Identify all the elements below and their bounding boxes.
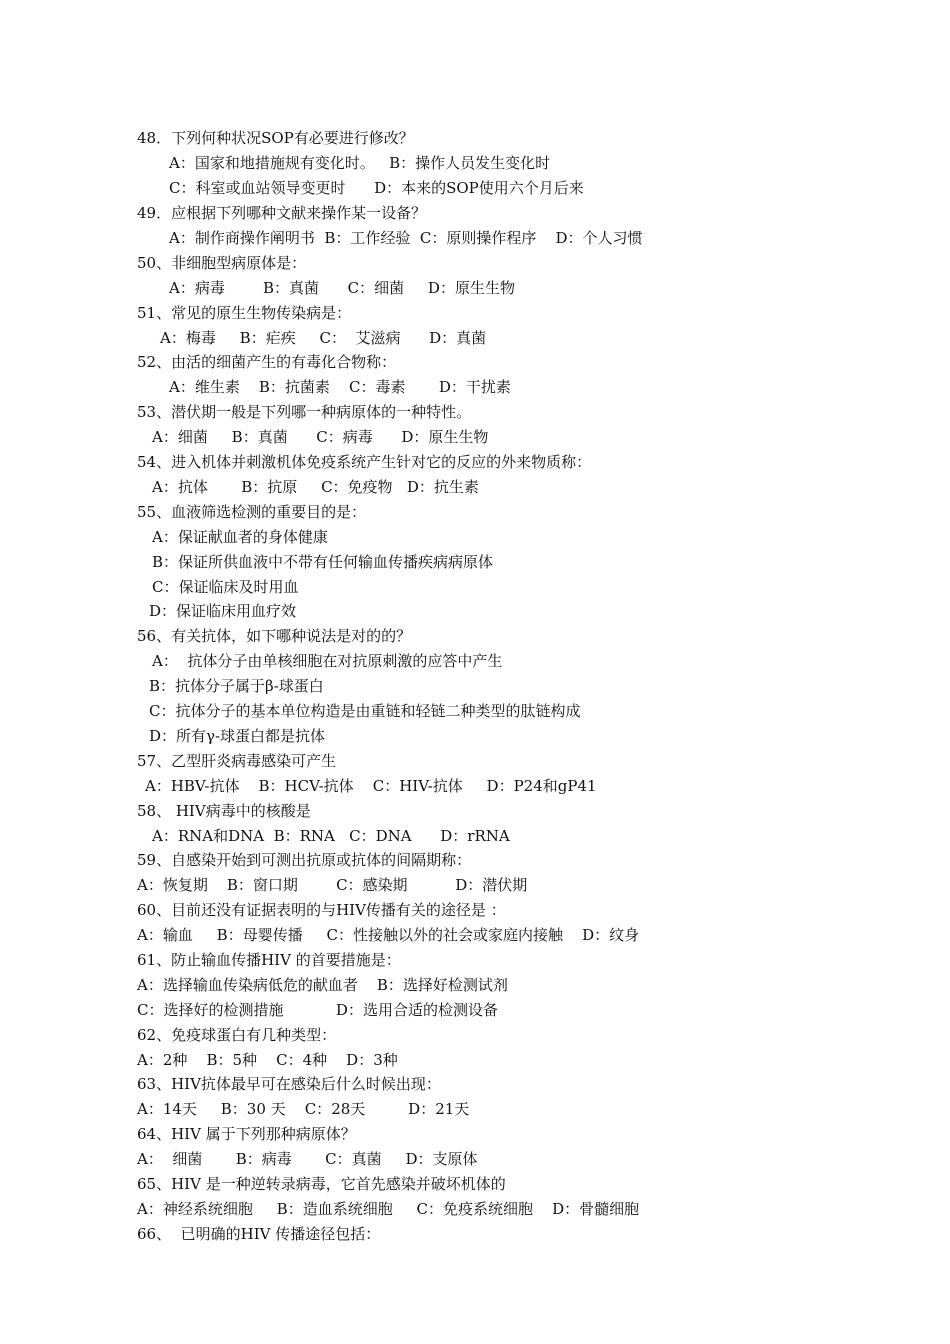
option-56-a: A： 抗体分子由单核细胞在对抗原刺激的应答中产生 [152,652,503,670]
question-59: 59、自感染开始到可测出抗原或抗体的间隔期称： [137,851,472,869]
question-62: 62、免疫球蛋白有几种类型： [137,1026,337,1044]
options-48-ab: A：国家和地措施规有变化时。 B：操作人员发生变化时 [169,154,551,172]
question-55: 55、血液筛选检测的重要目的是： [137,503,367,521]
options-61-ab: A：选择输血传染病低危的献血者 B：选择好检测试剂 [137,976,508,994]
options-48-cd: C：科室或血站领导变更时 D：本来的SOP使用六个月后来 [169,179,584,197]
options-50: A：病毒 B：真菌 C：细菌 D：原生生物 [169,279,515,297]
question-60: 60、目前还没有证据表明的与HIV传播有关的途径是 ： [137,901,506,919]
options-57: A：HBV-抗体 B：HCV-抗体 C：HIV-抗体 D：P24和gP41 [145,777,597,795]
options-64: A： 细菌 B：病毒 C：真菌 D：支原体 [137,1150,478,1168]
options-59: A：恢复期 B：窗口期 C：感染期 D：潜伏期 [137,876,528,894]
option-56-d: D：所有γ-球蛋白都是抗体 [149,727,326,745]
options-53: A：细菌 B：真菌 C：病毒 D：原生生物 [152,428,489,446]
question-65: 65、HIV 是一种逆转录病毒，它首先感染并破坏机体的 [137,1175,506,1193]
question-49: 49．应根据下列哪种文献来操作某一设备？ [137,204,427,222]
question-58: 58、 HIV病毒中的核酸是 [137,802,311,820]
options-65: A：神经系统细胞 B：造血系统细胞 C：免疫系统细胞 D：骨髓细胞 [137,1200,640,1218]
options-58: A：RNA和DNA B：RNA C：DNA D：rRNA [152,827,510,845]
option-55-c: C：保证临床及时用血 [152,578,299,596]
options-61-cd: C：选择好的检测措施 D：选用合适的检测设备 [137,1001,498,1019]
question-64: 64、HIV 属于下列那种病原体？ [137,1125,356,1143]
option-55-d: D：保证临床用血疗效 [149,602,297,620]
options-62: A：2种 B：5种 C：4种 D：3种 [137,1051,398,1069]
option-56-c: C：抗体分子的基本单位构造是由重链和轻链二种类型的肽链构成 [149,702,581,720]
options-60: A：输血 B：母婴传播 C：性接触以外的社会或家庭内接触 D：纹身 [137,926,640,944]
question-57: 57、乙型肝炎病毒感染可产生 [137,752,337,770]
option-55-a: A：保证献血者的身体健康 [152,528,328,546]
option-56-b: B：抗体分子属于β-球蛋白 [149,677,324,695]
question-53: 53、潜伏期一般是下列哪一种病原体的一种特性。 [137,403,472,421]
question-56: 56、有关抗体，如下哪种说法是对的的？ [137,627,412,645]
options-63: A：14天 B：30 天 C：28天 D：21天 [137,1100,470,1118]
question-61: 61、防止输血传播HIV 的首要措施是： [137,951,401,969]
question-63: 63、HIV抗体最早可在感染后什么时候出现： [137,1075,441,1093]
question-48: 48．下列何种状况SOP有必要进行修改？ [137,129,414,147]
question-52: 52、由活的细菌产生的有毒化合物称： [137,353,397,371]
question-50: 50、非细胞型病原体是： [137,254,307,272]
options-49: A：制作商操作阐明书 B：工作经验 C：原则操作程序 D：个人习惯 [169,229,643,247]
options-54: A：抗体 B：抗原 C：免疫物 D：抗生素 [152,478,479,496]
question-51: 51、常见的原生生物传染病是： [137,304,352,322]
question-66: 66、 已明确的HIV 传播途径包括： [137,1225,381,1243]
options-52: A：维生素 B：抗菌素 C：毒素 D：干扰素 [169,378,511,396]
option-55-b: B：保证所供血液中不带有任何输血传播疾病病原体 [152,553,494,571]
options-51: A：梅毒 B：疟疾 C： 艾滋病 D：真菌 [160,329,487,347]
question-54: 54、进入机体并刺激机体免疫系统产生针对它的反应的外来物质称： [137,453,592,471]
